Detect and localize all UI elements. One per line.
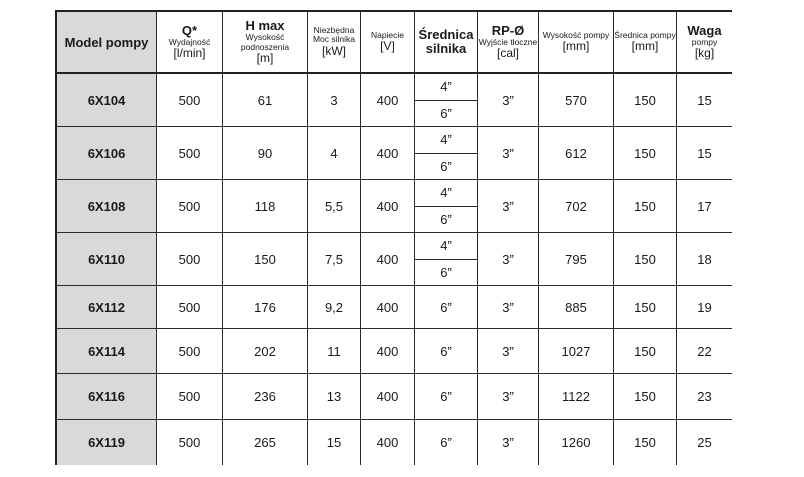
- outlet-cell-value: 3”: [502, 92, 514, 108]
- motor-diameter-cell: [415, 374, 478, 419]
- pump-spec-table: [55, 10, 732, 465]
- voltage-cell-value: 400: [376, 299, 399, 315]
- header-weight-unit: [kg]: [694, 46, 715, 61]
- weight-cell-value: 15: [697, 145, 712, 161]
- model-cell-value: 6X110: [88, 251, 125, 267]
- header-head-unit: [m]: [256, 50, 274, 65]
- header-weight-title: Waga: [687, 22, 722, 38]
- head-cell: [223, 233, 308, 285]
- head-cell-value: 176: [254, 299, 276, 315]
- voltage-cell: [361, 420, 415, 465]
- pump-height-cell: [539, 127, 614, 179]
- header-voltage: [361, 12, 415, 72]
- header-head-title: H max: [245, 17, 285, 33]
- header-model: [55, 12, 157, 72]
- voltage-cell: [361, 180, 415, 232]
- outlet-cell: [478, 127, 539, 179]
- head-cell: [223, 127, 308, 179]
- voltage-cell: [361, 74, 415, 126]
- weight-cell-value: 19: [697, 299, 712, 315]
- voltage-cell-value: 400: [376, 435, 399, 450]
- header-voltage-sub: Napiecie: [370, 29, 405, 40]
- header-pump-diameter-sub: Średnica pompy: [614, 29, 676, 40]
- outlet-cell-value: 3”: [502, 299, 514, 315]
- motor-diameter-option: 6”: [415, 100, 477, 127]
- head-cell: [223, 74, 308, 126]
- flow-cell: [157, 233, 223, 285]
- header-pump-height-sub: Wysokość pompy: [542, 29, 610, 40]
- header-motor-diameter: [415, 12, 478, 72]
- head-cell-value: 61: [257, 92, 273, 108]
- pump-height-cell: [539, 286, 614, 328]
- power-cell: [308, 233, 361, 285]
- pump-diameter-cell: [614, 74, 677, 126]
- flow-cell-value: 500: [178, 299, 201, 315]
- header-pump-diameter-unit: [mm]: [631, 39, 659, 54]
- flow-cell-value: 500: [178, 251, 201, 267]
- outlet-cell-value: 3”: [502, 145, 514, 161]
- voltage-cell: [361, 329, 415, 373]
- weight-cell: [677, 180, 732, 232]
- power-cell-value: 15: [326, 435, 342, 450]
- power-cell-value: 4: [330, 145, 338, 161]
- pump-height-cell-value: 702: [565, 198, 587, 214]
- head-cell: [223, 374, 308, 419]
- outlet-cell: [478, 329, 539, 373]
- table-row: [55, 286, 732, 329]
- motor-diameter-value: 6”: [440, 435, 452, 450]
- power-cell: [308, 74, 361, 126]
- pump-height-cell: [539, 374, 614, 419]
- pump-height-cell: [539, 233, 614, 285]
- pump-height-cell-value: 570: [565, 92, 587, 108]
- pump-diameter-cell: [614, 233, 677, 285]
- header-outlet-title: RP-Ø: [491, 22, 525, 38]
- pump-height-cell-value: 1027: [561, 343, 591, 359]
- voltage-cell: [361, 233, 415, 285]
- header-flow-sub: Wydajność: [168, 36, 211, 47]
- header-weight-sub: pompy: [691, 36, 718, 47]
- weight-cell: [677, 233, 732, 285]
- model-cell-value: 6X114: [88, 343, 125, 359]
- flow-cell: [157, 74, 223, 126]
- motor-diameter-option: 4”: [440, 185, 452, 201]
- model-cell: [55, 233, 157, 285]
- pump-height-cell: [539, 74, 614, 126]
- table-row: [55, 420, 732, 465]
- header-pump-height-unit: [mm]: [562, 39, 590, 54]
- pump-height-cell: [539, 420, 614, 465]
- motor-diameter-cell: [415, 127, 478, 179]
- pump-height-cell: [539, 329, 614, 373]
- flow-cell-value: 500: [178, 92, 201, 108]
- pump-diameter-cell: [614, 374, 677, 419]
- weight-cell: [677, 127, 732, 179]
- motor-diameter-option: 6”: [415, 206, 477, 233]
- outlet-cell: [478, 233, 539, 285]
- outlet-cell: [478, 374, 539, 419]
- power-cell-value: 11: [327, 343, 341, 359]
- outlet-cell-value: 3”: [502, 343, 514, 359]
- pump-height-cell-value: 612: [565, 145, 587, 161]
- head-cell-value: 90: [257, 145, 273, 161]
- weight-cell-value: 22: [697, 343, 712, 359]
- voltage-cell: [361, 286, 415, 328]
- table-row: [55, 127, 732, 180]
- model-cell-value: 6X104: [87, 92, 126, 108]
- table-body: [55, 74, 732, 465]
- header-pump-height: [539, 12, 614, 72]
- power-cell-value: 5,5: [324, 198, 344, 214]
- weight-cell: [677, 329, 732, 373]
- outlet-cell: [478, 180, 539, 232]
- power-cell-value: 9,2: [324, 299, 344, 315]
- model-cell: [55, 420, 157, 465]
- pump-diameter-cell-value: 150: [634, 198, 656, 214]
- pump-diameter-cell: [614, 329, 677, 373]
- pump-diameter-cell: [614, 127, 677, 179]
- weight-cell-value: 23: [697, 389, 712, 404]
- pump-diameter-cell-value: 150: [634, 343, 656, 359]
- model-cell: [55, 329, 157, 373]
- header-head: [223, 12, 308, 72]
- motor-diameter-value: 6”: [440, 389, 452, 404]
- header-flow: [157, 12, 223, 72]
- table-row: [55, 180, 732, 233]
- weight-cell: [677, 420, 732, 465]
- header-outlet-sub: Wyjście tłoczne: [478, 36, 538, 47]
- model-cell-value: 6X119: [88, 435, 125, 450]
- flow-cell: [157, 329, 223, 373]
- motor-diameter-option: 4”: [440, 132, 452, 148]
- weight-cell: [677, 374, 732, 419]
- model-cell: [55, 180, 157, 232]
- power-cell-value: 3: [330, 92, 338, 108]
- outlet-cell-value: 3”: [502, 389, 514, 404]
- motor-diameter-value: 6”: [440, 299, 452, 315]
- head-cell-value: 202: [254, 343, 276, 359]
- head-cell-value: 118: [254, 198, 276, 214]
- head-cell-value: 150: [254, 251, 276, 267]
- power-cell: [308, 420, 361, 465]
- header-power-unit: [kW]: [322, 43, 346, 58]
- pump-diameter-cell-value: 150: [634, 251, 656, 267]
- voltage-cell: [361, 374, 415, 419]
- flow-cell: [157, 180, 223, 232]
- motor-diameter-cell: [415, 74, 478, 126]
- motor-diameter-cell: [415, 233, 478, 285]
- head-cell-value: 236: [254, 389, 276, 404]
- header-weight: [677, 12, 732, 72]
- model-cell: [55, 127, 157, 179]
- pump-diameter-cell: [614, 286, 677, 328]
- voltage-cell-value: 400: [376, 389, 399, 404]
- table-row: [55, 329, 732, 374]
- weight-cell-value: 18: [697, 251, 712, 267]
- motor-diameter-option: 4”: [440, 79, 452, 95]
- motor-diameter-cell: [415, 329, 478, 373]
- weight-cell: [677, 74, 732, 126]
- header-outlet: [478, 12, 539, 72]
- pump-diameter-cell-value: 150: [634, 435, 656, 450]
- outlet-cell: [478, 286, 539, 328]
- weight-cell-value: 25: [697, 435, 712, 450]
- voltage-cell-value: 400: [376, 145, 399, 161]
- weight-cell-value: 15: [697, 92, 712, 108]
- voltage-cell-value: 400: [376, 343, 399, 359]
- motor-diameter-option: 4”: [440, 238, 452, 254]
- motor-diameter-cell: [415, 180, 478, 232]
- power-cell-value: 7,5: [324, 251, 344, 267]
- table-row: [55, 374, 732, 420]
- voltage-cell-value: 400: [376, 198, 399, 214]
- pump-height-cell: [539, 180, 614, 232]
- pump-diameter-cell: [614, 420, 677, 465]
- model-cell-value: 6X116: [88, 389, 125, 404]
- head-cell: [223, 329, 308, 373]
- header-head-sub: Wysokość podnoszenia: [240, 32, 290, 52]
- flow-cell: [157, 286, 223, 328]
- model-cell: [55, 286, 157, 328]
- model-cell-value: 6X108: [87, 198, 126, 214]
- flow-cell: [157, 420, 223, 465]
- head-cell-value: 265: [254, 435, 276, 450]
- outlet-cell-value: 3”: [502, 198, 514, 214]
- header-flow-unit: [l/min]: [173, 46, 206, 61]
- flow-cell: [157, 374, 223, 419]
- motor-diameter-cell: [415, 420, 478, 465]
- pump-height-cell-value: 795: [565, 251, 587, 267]
- outlet-cell: [478, 74, 539, 126]
- table-row: [55, 74, 732, 127]
- pump-height-cell-value: 885: [565, 299, 587, 315]
- motor-diameter-value: 6”: [440, 343, 452, 359]
- head-cell: [223, 286, 308, 328]
- model-cell-value: 6X106: [87, 145, 126, 161]
- header-power: [308, 12, 361, 72]
- header-outlet-unit: [cal]: [496, 46, 519, 61]
- header-voltage-unit: [V]: [380, 39, 395, 54]
- weight-cell-value: 17: [697, 198, 712, 214]
- header-flow-title: Q*: [181, 22, 198, 38]
- header-motor-diameter-title: Średnica silnika: [418, 26, 474, 56]
- flow-cell-value: 500: [178, 435, 201, 450]
- power-cell: [308, 374, 361, 419]
- header-power-sub: Niezbędna Moc silnika: [312, 25, 356, 45]
- pump-diameter-cell: [614, 180, 677, 232]
- outlet-cell-value: 3”: [502, 435, 514, 450]
- power-cell: [308, 286, 361, 328]
- voltage-cell: [361, 127, 415, 179]
- flow-cell: [157, 127, 223, 179]
- flow-cell-value: 500: [178, 389, 201, 404]
- outlet-cell: [478, 420, 539, 465]
- model-cell: [55, 74, 157, 126]
- weight-cell: [677, 286, 732, 328]
- power-cell: [308, 180, 361, 232]
- table-row: [55, 233, 732, 286]
- voltage-cell-value: 400: [376, 92, 399, 108]
- header-row: [55, 10, 732, 74]
- pump-diameter-cell-value: 150: [634, 145, 656, 161]
- motor-diameter-option: 6”: [415, 259, 477, 286]
- flow-cell-value: 500: [178, 198, 201, 214]
- outlet-cell-value: 3”: [502, 251, 514, 267]
- pump-height-cell-value: 1122: [562, 389, 590, 404]
- pump-diameter-cell-value: 150: [634, 299, 656, 315]
- power-cell: [308, 329, 361, 373]
- motor-diameter-option: 6”: [415, 153, 477, 180]
- head-cell: [223, 420, 308, 465]
- pump-diameter-cell-value: 150: [634, 389, 656, 404]
- header-model-label: Model pompy: [64, 34, 149, 50]
- header-pump-diameter: [614, 12, 677, 72]
- model-cell: [55, 374, 157, 419]
- pump-diameter-cell-value: 150: [634, 92, 656, 108]
- pump-height-cell-value: 1260: [561, 435, 591, 450]
- model-cell-value: 6X112: [88, 299, 125, 315]
- motor-diameter-cell: [415, 286, 478, 328]
- voltage-cell-value: 400: [376, 251, 399, 267]
- power-cell: [308, 127, 361, 179]
- flow-cell-value: 500: [178, 145, 201, 161]
- head-cell: [223, 180, 308, 232]
- power-cell-value: 13: [326, 389, 342, 404]
- flow-cell-value: 500: [178, 343, 201, 359]
